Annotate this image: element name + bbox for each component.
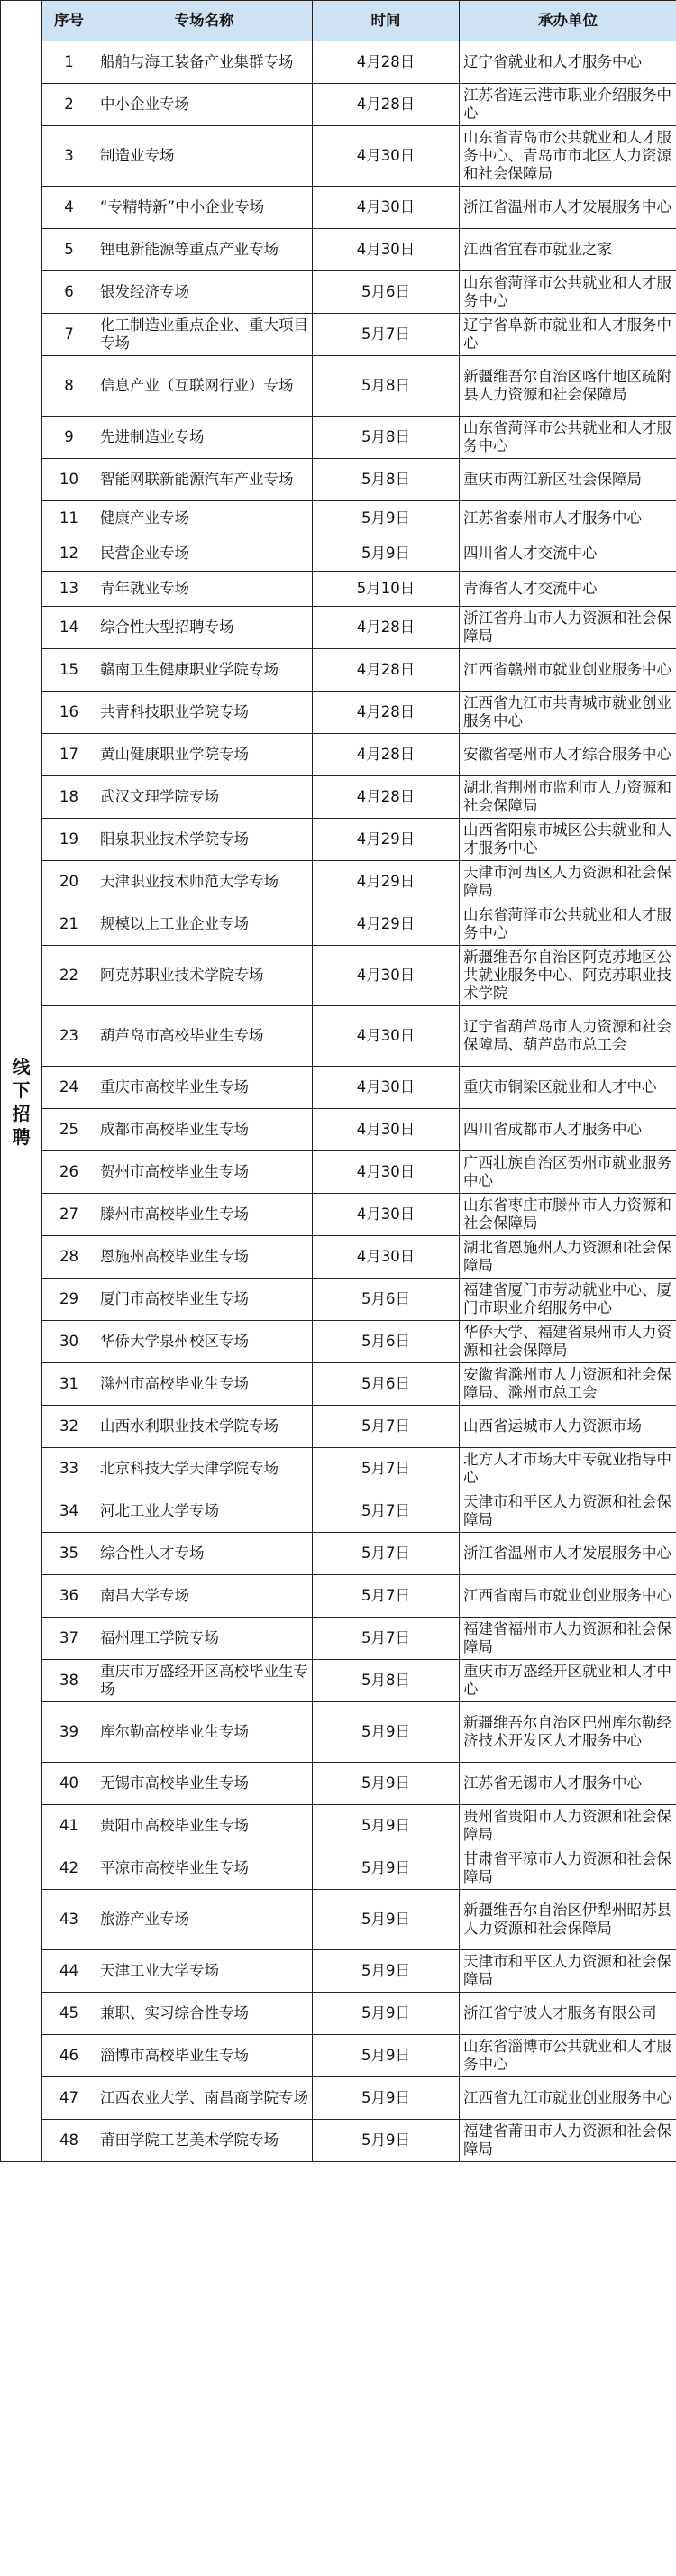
- table-body: [1, 41, 676, 2162]
- row-org: 江西省南昌市就业创业服务中心: [460, 1575, 676, 1618]
- row-number: 24: [42, 1067, 96, 1109]
- row-org: 福建省福州市人力资源和社会保障局: [460, 1618, 676, 1660]
- table-row: [1, 1321, 676, 1363]
- row-org: 四川省人才交流中心: [460, 536, 676, 572]
- row-time: 5月9日: [313, 536, 460, 572]
- row-name: “专精特新”中小企业专场: [96, 187, 313, 229]
- row-number: 48: [42, 2120, 96, 2162]
- row-time: 5月9日: [313, 1847, 460, 1890]
- row-number: 30: [42, 1321, 96, 1363]
- row-org: 山西省阳泉市城区公共就业和人才服务中心: [460, 819, 676, 861]
- row-org: 北方人才市场大中专就业指导中心: [460, 1448, 676, 1490]
- row-org: 江西省赣州市就业创业服务中心: [460, 649, 676, 692]
- row-number: 40: [42, 1763, 96, 1805]
- row-time: 5月7日: [313, 1448, 460, 1490]
- row-name: 中小企业专场: [96, 84, 313, 126]
- row-time: 5月9日: [313, 1890, 460, 1950]
- row-number: 13: [42, 572, 96, 607]
- row-org: 福建省厦门市劳动就业中心、厦门市职业介绍服务中心: [460, 1279, 676, 1321]
- row-name: 北京科技大学天津学院专场: [96, 1448, 313, 1490]
- row-org: 新疆维吾尔自治区喀什地区疏附县人力资源和社会保障局: [460, 356, 676, 417]
- row-name: 综合性大型招聘专场: [96, 607, 313, 649]
- header-time: 时间: [313, 1, 460, 41]
- row-number: 31: [42, 1363, 96, 1406]
- row-name: 重庆市万盛经开区高校毕业生专场: [96, 1660, 313, 1702]
- row-org: 新疆维吾尔自治区阿克苏地区公共就业服务中心、阿克苏职业技术学院: [460, 946, 676, 1006]
- row-number: 41: [42, 1805, 96, 1847]
- row-org: 辽宁省葫芦岛市人力资源和社会保障局、葫芦岛市总工会: [460, 1006, 676, 1067]
- row-name: 滁州市高校毕业生专场: [96, 1363, 313, 1406]
- row-org: 山东省淄博市公共就业和人才服务中心: [460, 2035, 676, 2077]
- row-time: 5月9日: [313, 2120, 460, 2162]
- table-row: [1, 1533, 676, 1575]
- table-row: [1, 1279, 676, 1321]
- table-row: [1, 734, 676, 776]
- row-time: 4月29日: [313, 861, 460, 903]
- row-time: 4月28日: [313, 41, 460, 84]
- row-name: 共青科技职业学院专场: [96, 692, 313, 734]
- row-time: 5月9日: [313, 2035, 460, 2077]
- row-number: 10: [42, 459, 96, 501]
- row-number: 5: [42, 229, 96, 271]
- table-row: [1, 459, 676, 501]
- table-row: [1, 1109, 676, 1151]
- table-row: [1, 1067, 676, 1109]
- table-row: [1, 1448, 676, 1490]
- row-org: 贵州省贵阳市人力资源和社会保障局: [460, 1805, 676, 1847]
- table-row: [1, 417, 676, 459]
- row-number: 36: [42, 1575, 96, 1618]
- row-name: 华侨大学泉州校区专场: [96, 1321, 313, 1363]
- row-time: 5月6日: [313, 1363, 460, 1406]
- row-name: 河北工业大学专场: [96, 1490, 313, 1533]
- header-name: 专场名称: [96, 1, 313, 41]
- row-number: 1: [42, 41, 96, 84]
- row-number: 29: [42, 1279, 96, 1321]
- row-time: 4月30日: [313, 187, 460, 229]
- row-number: 25: [42, 1109, 96, 1151]
- row-org: 山东省菏泽市公共就业和人才服务中心: [460, 903, 676, 946]
- row-time: 5月8日: [313, 1660, 460, 1702]
- row-name: 武汉文理学院专场: [96, 776, 313, 819]
- table-row: [1, 2035, 676, 2077]
- row-name: 黄山健康职业学院专场: [96, 734, 313, 776]
- row-org: 青海省人才交流中心: [460, 572, 676, 607]
- row-time: 5月9日: [313, 1805, 460, 1847]
- table-row: [1, 356, 676, 417]
- row-org: 天津市和平区人力资源和社会保障局: [460, 1950, 676, 1993]
- row-name: 淄博市高校毕业生专场: [96, 2035, 313, 2077]
- row-name: 智能网联新能源汽车产业专场: [96, 459, 313, 501]
- row-org: 江西省九江市就业创业服务中心: [460, 2077, 676, 2120]
- row-time: 4月28日: [313, 607, 460, 649]
- row-org: 重庆市两江新区社会保障局: [460, 459, 676, 501]
- row-name: 福州理工学院专场: [96, 1618, 313, 1660]
- row-time: 4月29日: [313, 819, 460, 861]
- row-org: 辽宁省就业和人才服务中心: [460, 41, 676, 84]
- row-org: 新疆维吾尔自治区伊犁州昭苏县人力资源和社会保障局: [460, 1890, 676, 1950]
- row-number: 8: [42, 356, 96, 417]
- row-time: 4月30日: [313, 229, 460, 271]
- row-org: 新疆维吾尔自治区巴州库尔勒经济技术开发区人才服务中心: [460, 1702, 676, 1763]
- row-org: 浙江省温州市人才发展服务中心: [460, 187, 676, 229]
- row-org: 甘肃省平凉市人力资源和社会保障局: [460, 1847, 676, 1890]
- row-org: 华侨大学、福建省泉州市人力资源和社会保障局: [460, 1321, 676, 1363]
- table-row: [1, 126, 676, 187]
- header-org: 承办单位: [460, 1, 676, 41]
- category-cell: [1, 41, 42, 2162]
- row-number: 38: [42, 1660, 96, 1702]
- row-number: 45: [42, 1993, 96, 2035]
- header-row: [1, 1, 676, 41]
- row-number: 15: [42, 649, 96, 692]
- row-time: 4月30日: [313, 946, 460, 1006]
- row-number: 46: [42, 2035, 96, 2077]
- row-org: 山东省青岛市公共就业和人才服务中心、青岛市市北区人力资源和社会保障局: [460, 126, 676, 187]
- row-time: 5月7日: [313, 1575, 460, 1618]
- row-name: 兼职、实习综合性专场: [96, 1993, 313, 2035]
- row-number: 17: [42, 734, 96, 776]
- row-time: 4月30日: [313, 1236, 460, 1279]
- table-row: [1, 229, 676, 271]
- row-number: 33: [42, 1448, 96, 1490]
- row-number: 32: [42, 1406, 96, 1448]
- row-number: 7: [42, 314, 96, 356]
- table-row: [1, 1406, 676, 1448]
- table-row: [1, 1805, 676, 1847]
- row-org: 重庆市铜梁区就业和人才中心: [460, 1067, 676, 1109]
- table-row: [1, 84, 676, 126]
- row-number: 43: [42, 1890, 96, 1950]
- row-name: 信息产业（互联网行业）专场: [96, 356, 313, 417]
- table-row: [1, 776, 676, 819]
- row-number: 47: [42, 2077, 96, 2120]
- row-name: 平凉市高校毕业生专场: [96, 1847, 313, 1890]
- row-name: 贺州市高校毕业生专场: [96, 1151, 313, 1194]
- row-number: 27: [42, 1194, 96, 1236]
- row-number: 4: [42, 187, 96, 229]
- table-row: [1, 2120, 676, 2162]
- table-row: [1, 946, 676, 1006]
- row-number: 19: [42, 819, 96, 861]
- category-label: 线下招聘: [12, 1055, 31, 1148]
- row-org: 重庆市万盛经开区就业和人才中心: [460, 1660, 676, 1702]
- row-name: 赣南卫生健康职业学院专场: [96, 649, 313, 692]
- table-row: [1, 1618, 676, 1660]
- table-row: [1, 536, 676, 572]
- row-name: 恩施州高校毕业生专场: [96, 1236, 313, 1279]
- row-number: 42: [42, 1847, 96, 1890]
- row-time: 4月30日: [313, 1109, 460, 1151]
- row-name: 天津职业技术师范大学专场: [96, 861, 313, 903]
- row-org: 江苏省无锡市人才服务中心: [460, 1763, 676, 1805]
- row-time: 5月9日: [313, 2077, 460, 2120]
- row-org: 浙江省宁波人才服务有限公司: [460, 1993, 676, 2035]
- row-time: 5月7日: [313, 1618, 460, 1660]
- row-time: 4月28日: [313, 734, 460, 776]
- row-number: 23: [42, 1006, 96, 1067]
- row-name: 重庆市高校毕业生专场: [96, 1067, 313, 1109]
- table-row: [1, 692, 676, 734]
- row-time: 5月7日: [313, 314, 460, 356]
- row-time: 5月9日: [313, 1993, 460, 2035]
- row-name: 规模以上工业企业专场: [96, 903, 313, 946]
- row-name: 船舶与海工装备产业集群专场: [96, 41, 313, 84]
- row-name: 锂电新能源等重点产业专场: [96, 229, 313, 271]
- row-org: 天津市河西区人力资源和社会保障局: [460, 861, 676, 903]
- row-time: 5月9日: [313, 1950, 460, 1993]
- row-number: 26: [42, 1151, 96, 1194]
- table-row: [1, 861, 676, 903]
- table-row: [1, 1006, 676, 1067]
- row-number: 3: [42, 126, 96, 187]
- row-time: 4月30日: [313, 1151, 460, 1194]
- table-row: [1, 1950, 676, 1993]
- row-time: 4月29日: [313, 903, 460, 946]
- row-time: 5月9日: [313, 1702, 460, 1763]
- row-time: 5月6日: [313, 1279, 460, 1321]
- row-name: 旅游产业专场: [96, 1890, 313, 1950]
- row-time: 5月6日: [313, 271, 460, 314]
- row-number: 14: [42, 607, 96, 649]
- table-row: [1, 1763, 676, 1805]
- table-row: [1, 1363, 676, 1406]
- row-org: 福建省莆田市人力资源和社会保障局: [460, 2120, 676, 2162]
- row-time: 4月30日: [313, 1006, 460, 1067]
- row-name: 无锡市高校毕业生专场: [96, 1763, 313, 1805]
- row-name: 贵阳市高校毕业生专场: [96, 1805, 313, 1847]
- table-row: [1, 819, 676, 861]
- header-corner: [1, 1, 42, 41]
- table-row: [1, 1847, 676, 1890]
- row-time: 4月28日: [313, 649, 460, 692]
- row-org: 江苏省泰州市人才服务中心: [460, 501, 676, 536]
- row-name: 厦门市高校毕业生专场: [96, 1279, 313, 1321]
- row-org: 浙江省舟山市人力资源和社会保障局: [460, 607, 676, 649]
- row-name: 成都市高校毕业生专场: [96, 1109, 313, 1151]
- row-time: 5月8日: [313, 417, 460, 459]
- row-number: 44: [42, 1950, 96, 1993]
- row-name: 综合性人才专场: [96, 1533, 313, 1575]
- row-number: 39: [42, 1702, 96, 1763]
- row-time: 5月9日: [313, 501, 460, 536]
- table-row: [1, 1236, 676, 1279]
- table-row: [1, 903, 676, 946]
- row-number: 18: [42, 776, 96, 819]
- row-name: 阿克苏职业技术学院专场: [96, 946, 313, 1006]
- row-org: 辽宁省阜新市就业和人才服务中心: [460, 314, 676, 356]
- table-row: [1, 607, 676, 649]
- row-number: 6: [42, 271, 96, 314]
- row-name: 葫芦岛市高校毕业生专场: [96, 1006, 313, 1067]
- row-name: 天津工业大学专场: [96, 1950, 313, 1993]
- row-org: 广西壮族自治区贺州市就业服务中心: [460, 1151, 676, 1194]
- row-org: 湖北省荆州市监利市人力资源和社会保障局: [460, 776, 676, 819]
- table-row: [1, 1194, 676, 1236]
- row-name: 莆田学院工艺美术学院专场: [96, 2120, 313, 2162]
- row-number: 21: [42, 903, 96, 946]
- row-name: 江西农业大学、南昌商学院专场: [96, 2077, 313, 2120]
- table-row: [1, 501, 676, 536]
- row-name: 健康产业专场: [96, 501, 313, 536]
- row-time: 4月30日: [313, 1194, 460, 1236]
- row-name: 先进制造业专场: [96, 417, 313, 459]
- row-number: 37: [42, 1618, 96, 1660]
- row-number: 9: [42, 417, 96, 459]
- table-row: [1, 572, 676, 607]
- row-time: 5月7日: [313, 1406, 460, 1448]
- table-row: [1, 1575, 676, 1618]
- row-number: 28: [42, 1236, 96, 1279]
- table-row: [1, 1151, 676, 1194]
- row-number: 34: [42, 1490, 96, 1533]
- table-row: [1, 41, 676, 84]
- row-time: 4月28日: [313, 692, 460, 734]
- row-name: 民营企业专场: [96, 536, 313, 572]
- table-row: [1, 314, 676, 356]
- row-time: 4月28日: [313, 84, 460, 126]
- row-number: 11: [42, 501, 96, 536]
- row-number: 22: [42, 946, 96, 1006]
- row-time: 5月6日: [313, 1321, 460, 1363]
- row-time: 5月9日: [313, 1763, 460, 1805]
- row-org: 江西省宜春市就业之家: [460, 229, 676, 271]
- row-name: 库尔勒高校毕业生专场: [96, 1702, 313, 1763]
- row-time: 5月8日: [313, 459, 460, 501]
- row-time: 5月8日: [313, 356, 460, 417]
- row-name: 阳泉职业技术学院专场: [96, 819, 313, 861]
- row-name: 制造业专场: [96, 126, 313, 187]
- row-org: 湖北省恩施州人力资源和社会保障局: [460, 1236, 676, 1279]
- table-row: [1, 1702, 676, 1763]
- row-name: 银发经济专场: [96, 271, 313, 314]
- row-name: 滕州市高校毕业生专场: [96, 1194, 313, 1236]
- row-org: 四川省成都市人才服务中心: [460, 1109, 676, 1151]
- table-row: [1, 1660, 676, 1702]
- row-org: 江西省九江市共青城市就业创业服务中心: [460, 692, 676, 734]
- row-number: 12: [42, 536, 96, 572]
- table-row: [1, 2077, 676, 2120]
- table-row: [1, 1490, 676, 1533]
- row-org: 山东省菏泽市公共就业和人才服务中心: [460, 417, 676, 459]
- header-no: 序号: [42, 1, 96, 41]
- table-row: [1, 271, 676, 314]
- table-row: [1, 1993, 676, 2035]
- row-name: 青年就业专场: [96, 572, 313, 607]
- row-org: 山东省枣庄市滕州市人力资源和社会保障局: [460, 1194, 676, 1236]
- row-org: 山东省菏泽市公共就业和人才服务中心: [460, 271, 676, 314]
- row-org: 安徽省亳州市人才综合服务中心: [460, 734, 676, 776]
- row-time: 5月10日: [313, 572, 460, 607]
- row-number: 35: [42, 1533, 96, 1575]
- row-org: 江苏省连云港市职业介绍服务中心: [460, 84, 676, 126]
- row-name: 南昌大学专场: [96, 1575, 313, 1618]
- table-row: [1, 649, 676, 692]
- row-time: 4月30日: [313, 1067, 460, 1109]
- row-number: 2: [42, 84, 96, 126]
- row-number: 16: [42, 692, 96, 734]
- row-time: 4月30日: [313, 126, 460, 187]
- table-row: [1, 1890, 676, 1950]
- row-org: 山西省运城市人力资源市场: [460, 1406, 676, 1448]
- row-time: 5月7日: [313, 1490, 460, 1533]
- row-org: 天津市和平区人力资源和社会保障局: [460, 1490, 676, 1533]
- row-org: 浙江省温州市人才发展服务中心: [460, 1533, 676, 1575]
- table-row: [1, 187, 676, 229]
- row-name: 山西水利职业技术学院专场: [96, 1406, 313, 1448]
- row-time: 4月28日: [313, 776, 460, 819]
- row-number: 20: [42, 861, 96, 903]
- row-org: 安徽省滁州市人力资源和社会保障局、滁州市总工会: [460, 1363, 676, 1406]
- row-time: 5月7日: [313, 1533, 460, 1575]
- row-name: 化工制造业重点企业、重大项目专场: [96, 314, 313, 356]
